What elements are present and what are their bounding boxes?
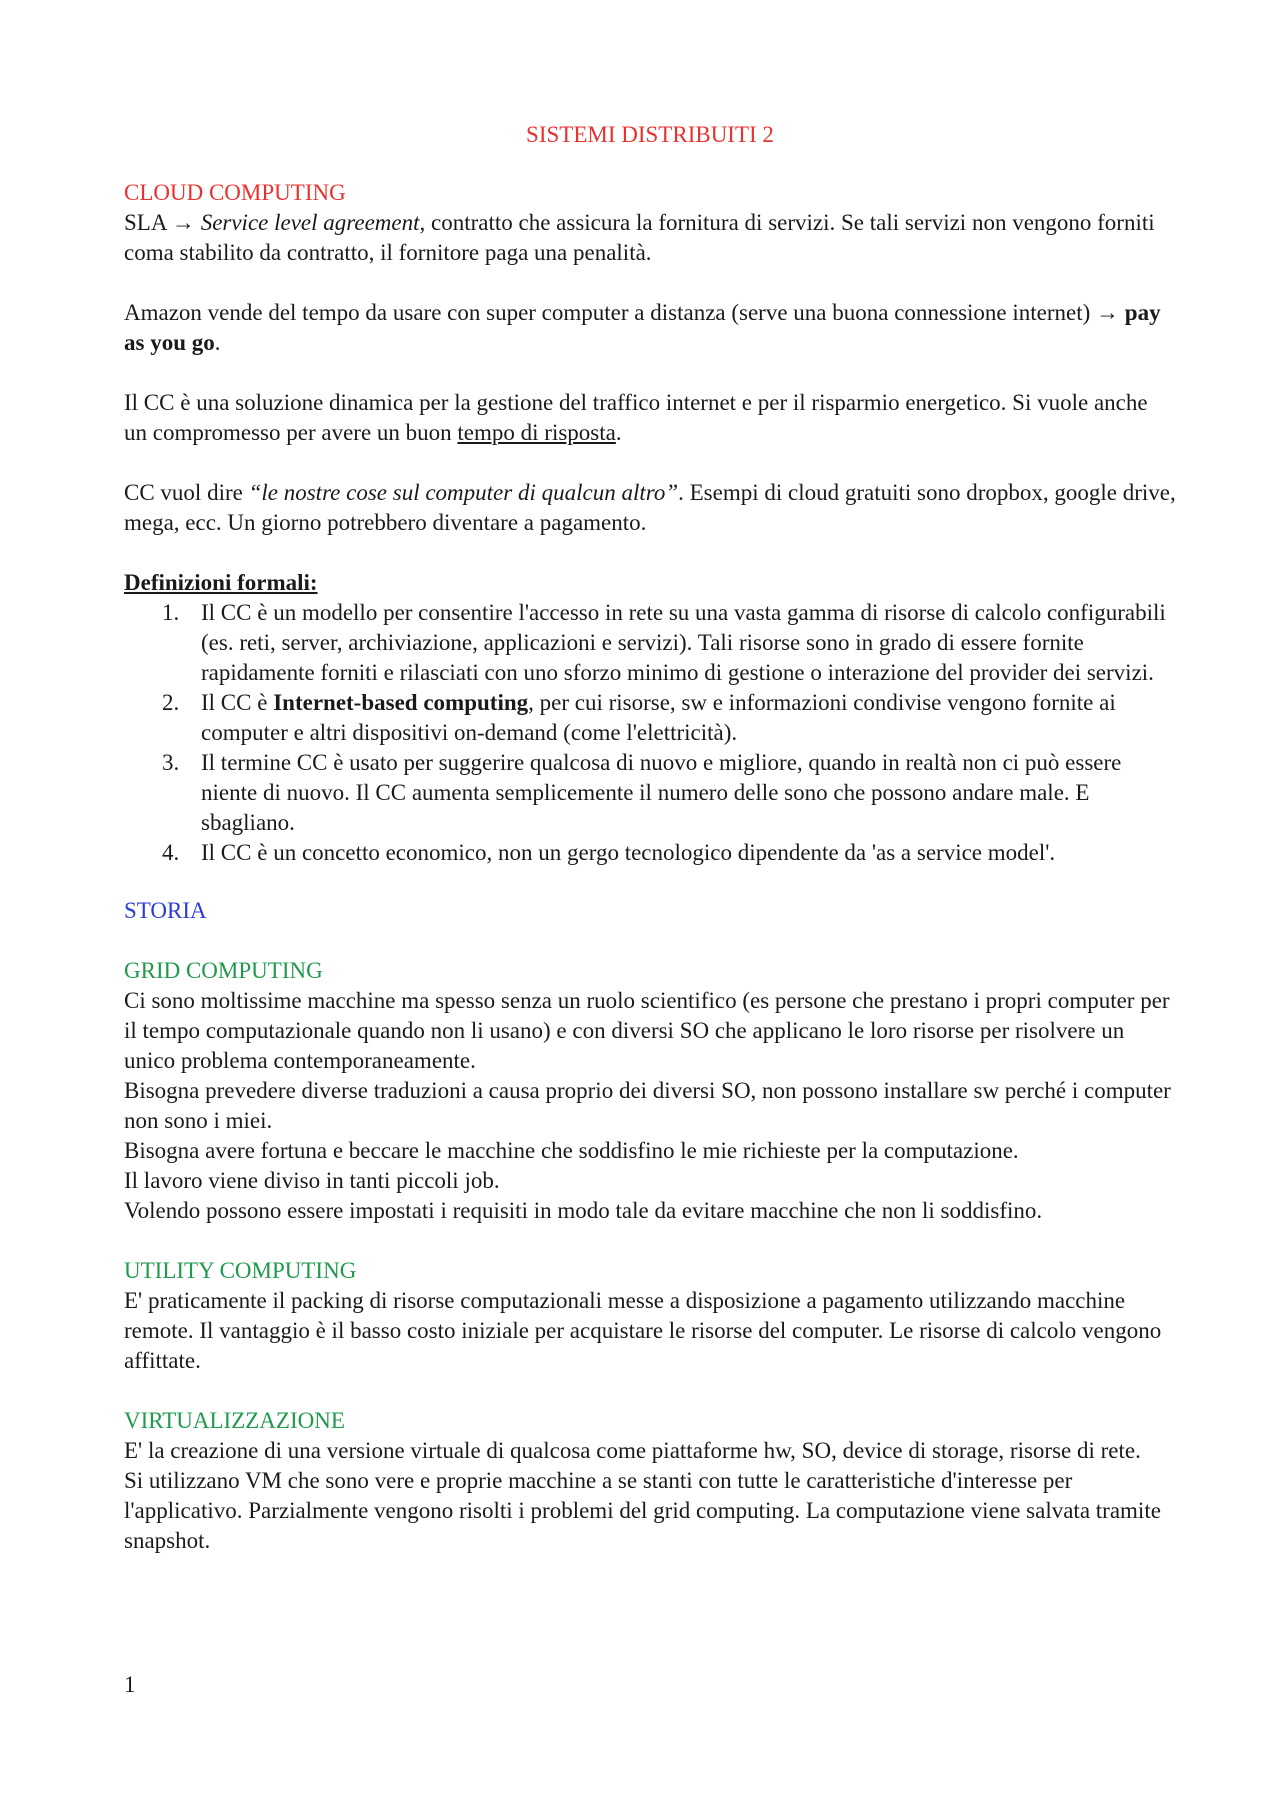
cloud-computing-heading: CLOUD COMPUTING [124,180,346,205]
sla-paragraph: SLA → Service level agreement, contratto che assicura la fornitura di servizi. Se tali servizi non vengono forniti coma stabilito da contratto, il fornitore paga una penalità. [124,210,1155,265]
list-item: 3. Il termine CC è usato per suggerire qualcosa di nuovo e migliore, quando in realtà non ci può essere niente di nuovo. Il CC aumenta semplicemente il numero delle sono che possono andare male. E sbagliano. [162,750,1122,835]
grid-line: Volendo possono essere impostati i requisiti in modo tale da evitare macchine che non li soddisfino. [124,1198,1043,1223]
list-item: 4. Il CC è un concetto economico, non un gergo tecnologico dipendente da 'as a service model'. [162,840,1056,865]
virt-line: Si utilizzano VM che sono vere e proprie macchine a se stanti con tutte le caratteristiche d'interesse per l'applicativo. Parzialmente vengono risolti i problemi del grid computing. La computazione viene salvata tramite snapshot. [124,1468,1161,1553]
document-page [124,120,1176,1556]
list-item: 1. Il CC è un modello per consentire l'accesso in rete su una vasta gamma di risorse di calcolo configurabili (es. reti, server, archiviazione, applicazioni e servizi). Tali risorse sono in grado di essere fornite rapidamente forniti e rilasciati con uno sforzo minimo di gestione o interazione del provider dei servizi. [162,600,1166,685]
virtualizzazione-heading: VIRTUALIZZAZIONE [124,1408,345,1433]
grid-line: Ci sono moltissime macchine ma spesso senza un ruolo scientifico (es persone che prestano i propri computer per il tempo computazionale quando non li usano) e con diversi SO che applicano le loro risorse per risolvere un unico problema contemporaneamente. [124,988,1170,1073]
grid-line: Il lavoro viene diviso in tanti piccoli job. [124,1168,500,1193]
utility-paragraph: E' praticamente il packing di risorse computazionali messe a disposizione a pagamento utilizzando macchine remote. Il vantaggio è il basso costo iniziale per acquistare le risorse del computer. Le risorse di calcolo vengono affittate. [124,1288,1162,1373]
list-item: 2. Il CC è Internet-based computing, per cui risorse, sw e informazioni condivise vengono fornite ai computer e altri dispositivi on-demand (come l'elettricità). [162,690,1116,745]
cc-paragraph: Il CC è una soluzione dinamica per la gestione del traffico internet e per il risparmio energetico. Si vuole anche un compromesso per avere un buon tempo di risposta. [124,390,1148,445]
page-number: 1 [124,1672,136,1697]
amazon-paragraph: Amazon vende del tempo da usare con super computer a distanza (serve una buona connessione internet) → pay as you go. [124,300,1161,355]
grid-computing-heading: GRID COMPUTING [124,958,323,983]
virt-line: E' la creazione di una versione virtuale di qualcosa come piattaforme hw, SO, device di storage, risorse di rete. [124,1438,1141,1463]
definitions-heading: Definizioni formali: [124,570,318,595]
grid-line: Bisogna prevedere diverse traduzioni a causa proprio dei diversi SO, non possono installare sw perché i computer non sono i miei. [124,1078,1171,1133]
quote-paragraph: CC vuol dire “le nostre cose sul computer di qualcun altro”. Esempi di cloud gratuiti sono dropbox, google drive, mega, ecc. Un giorno potrebbero diventare a pagamento. [124,480,1176,535]
storia-heading: STORIA [124,898,207,923]
document-title: SISTEMI DISTRIBUITI 2 [526,122,774,147]
utility-computing-heading: UTILITY COMPUTING [124,1258,357,1283]
grid-line: Bisogna avere fortuna e beccare le macchine che soddisfino le mie richieste per la computazione. [124,1138,1019,1163]
definitions-list [124,598,1176,868]
